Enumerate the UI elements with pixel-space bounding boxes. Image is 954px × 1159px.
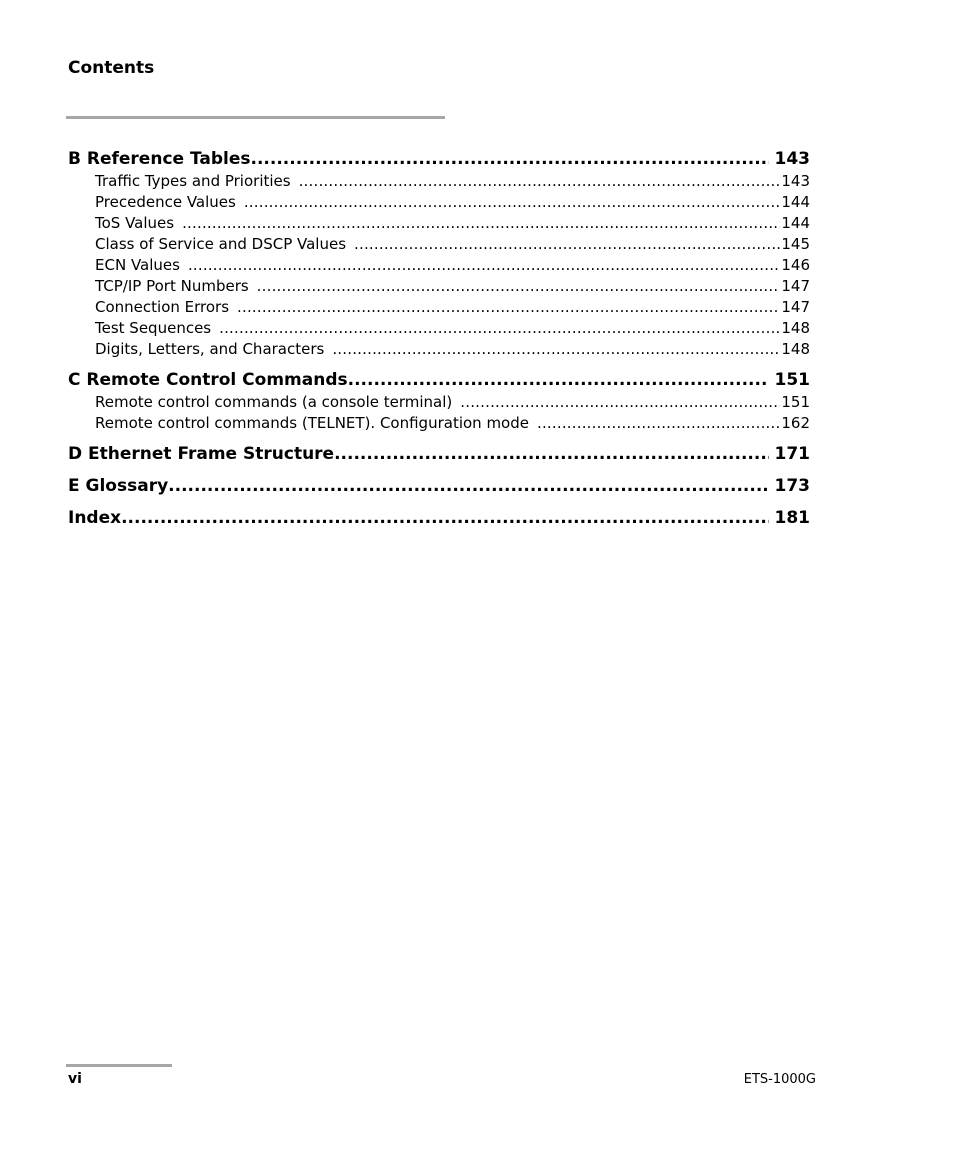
toc-entry-title: ECN Values [95, 256, 180, 274]
dot-leader [354, 234, 780, 255]
toc-chapter-title: Index [68, 508, 122, 528]
toc-chapter-page: 151 [774, 370, 810, 390]
toc-entry-title: Traffic Types and Priorities [95, 172, 291, 190]
toc-chapter [68, 506, 810, 530]
dot-leader [121, 506, 768, 530]
toc-entry[interactable] [68, 276, 810, 297]
toc-entry-title: Class of Service and DSCP Values [95, 235, 347, 253]
toc-entry-title: TCP/IP Port Numbers [95, 277, 249, 295]
toc-chapter-page: 171 [774, 444, 810, 464]
toc-chapter-page: 173 [774, 476, 810, 496]
dot-leader [250, 147, 768, 171]
toc-chapter-title: B Reference Tables [68, 149, 251, 169]
toc-entry-page: 146 [781, 256, 810, 274]
dot-leader [182, 213, 780, 234]
toc-entry-title: Precedence Values [95, 193, 236, 211]
footer-divider [66, 1064, 172, 1067]
toc-entry-title: ToS Values [95, 214, 175, 232]
toc-entry[interactable] [68, 255, 810, 276]
toc-entry-page: 151 [781, 393, 810, 411]
toc-chapter-page: 181 [774, 508, 810, 528]
toc-entry-page: 145 [781, 235, 810, 253]
dot-leader [348, 368, 769, 392]
toc-chapter-heading[interactable] [68, 474, 810, 498]
toc-entry-page: 143 [781, 172, 810, 190]
toc-chapter [68, 147, 810, 360]
toc-entry[interactable] [68, 297, 810, 318]
dot-leader [237, 297, 780, 318]
toc-entry-title: Digits, Letters, and Characters [95, 340, 325, 358]
toc-chapter-title: E Glossary [68, 476, 169, 496]
toc-chapter [68, 442, 810, 466]
toc-entry-page: 147 [781, 298, 810, 316]
toc-entry[interactable] [68, 339, 810, 360]
toc-chapter-title: C Remote Control Commands [68, 370, 348, 390]
dot-leader [334, 442, 768, 466]
toc-entry-page: 144 [781, 193, 810, 211]
toc-entry-title: Test Sequences [95, 319, 212, 337]
toc-entry[interactable] [68, 392, 810, 413]
table-of-contents [68, 147, 810, 538]
page-title: Contents [68, 58, 155, 78]
dot-leader [332, 339, 780, 360]
toc-entry[interactable] [68, 213, 810, 234]
toc-entry-title: Connection Errors [95, 298, 230, 316]
toc-entry[interactable] [68, 413, 810, 434]
toc-chapter-heading[interactable] [68, 442, 810, 466]
footer-product-name: ETS-1000G [743, 1072, 816, 1087]
toc-entry-page: 147 [781, 277, 810, 295]
toc-entry[interactable] [68, 192, 810, 213]
dot-leader [244, 192, 781, 213]
toc-entry-title: Remote control commands (a console terminal) [95, 393, 453, 411]
toc-entry[interactable] [68, 318, 810, 339]
toc-entry-page: 144 [781, 214, 810, 232]
footer-page-number: vi [68, 1071, 82, 1087]
dot-leader [188, 255, 780, 276]
dot-leader [299, 171, 781, 192]
toc-entry-page: 148 [781, 340, 810, 358]
toc-chapter-heading[interactable] [68, 506, 810, 530]
toc-entry[interactable] [68, 171, 810, 192]
toc-chapter-heading[interactable] [68, 368, 810, 392]
toc-chapter [68, 474, 810, 498]
toc-chapter-page: 143 [774, 149, 810, 169]
toc-entry-title: Remote control commands (TELNET). Configuration mode [95, 414, 529, 432]
toc-chapter-heading[interactable] [68, 147, 810, 171]
toc-entry[interactable] [68, 234, 810, 255]
toc-entry-page: 148 [781, 319, 810, 337]
toc-entry-page: 162 [781, 414, 810, 432]
header-divider [66, 116, 445, 119]
dot-leader [168, 474, 768, 498]
dot-leader [537, 413, 780, 434]
dot-leader [257, 276, 781, 297]
dot-leader [219, 318, 780, 339]
toc-chapter [68, 368, 810, 434]
dot-leader [460, 392, 780, 413]
toc-chapter-title: D Ethernet Frame Structure [68, 444, 335, 464]
